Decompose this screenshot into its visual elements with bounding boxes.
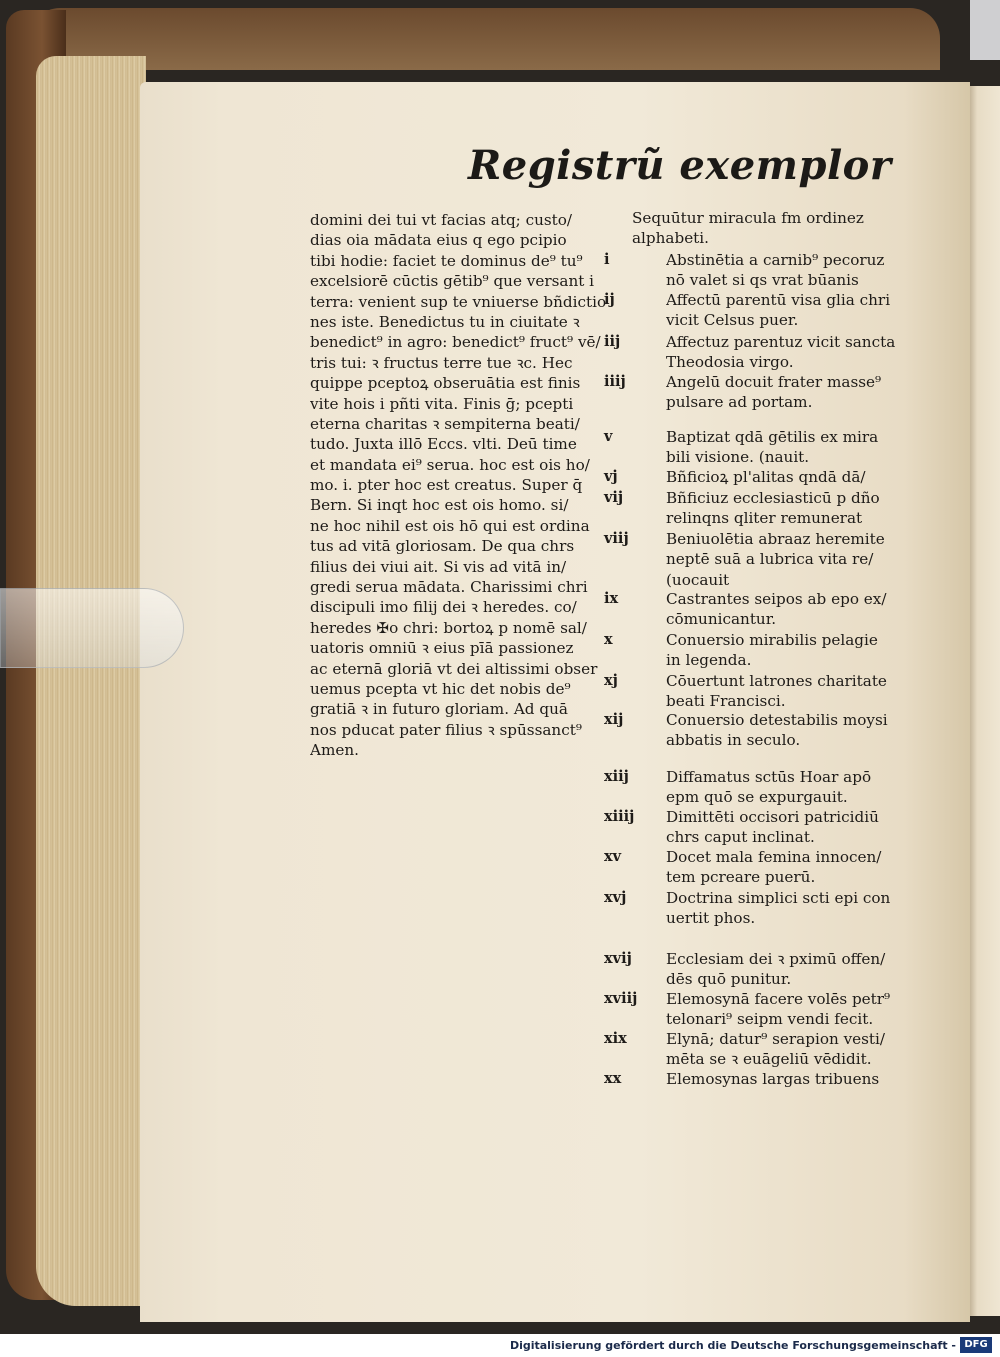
left-text-column — [310, 210, 610, 761]
entry-number: xviij — [604, 990, 638, 1007]
entry-line: epm quō se expurgauit. — [666, 788, 848, 807]
entry-line: tem pcreare puerū. — [666, 868, 816, 887]
entry-text — [666, 1069, 914, 1089]
entry-line: Cōuertunt latrones charitate — [666, 672, 887, 690]
entry-number: xv — [604, 848, 622, 865]
entry-text — [666, 630, 914, 671]
entry-text — [666, 807, 914, 848]
entry-number: x — [604, 631, 613, 648]
text-line: excelsiorē cūctis gētib⁹ que versant i — [310, 272, 595, 291]
text-line: tibi hodie: faciet te dominus de⁹ tu⁹ — [310, 251, 583, 270]
entry-line: Abstinētia a carnib⁹ pecoruz — [666, 251, 885, 269]
entry-text — [666, 488, 914, 529]
entry-line: Conuersio detestabilis moysi — [666, 711, 888, 729]
entry-number: iiij — [604, 373, 626, 390]
entry-text — [666, 989, 914, 1030]
entry-number: v — [604, 428, 613, 445]
entry-text — [666, 372, 914, 413]
text-line: vite hois i pñti vita. Finis ḡ; pcepti — [310, 394, 574, 413]
entry-text — [666, 589, 914, 630]
entry-line: pulsare ad portam. — [666, 393, 813, 412]
text-line: tus ad vitā gloriosam. De qua chrs — [310, 537, 575, 556]
entry-line: Elynā; datur⁹ serapion vesti/ — [666, 1030, 886, 1048]
entry-number: i — [604, 251, 610, 268]
intro-line: Sequūtur miracula fm ordinez — [632, 209, 864, 227]
entry-number: xiij — [604, 768, 629, 785]
background-strip — [970, 0, 1000, 60]
entry-text — [666, 710, 914, 751]
page-title: Registrũ exemplor — [468, 142, 892, 189]
entry-text — [666, 847, 914, 888]
entry-line: Affectuz parentuz vicit sancta — [666, 333, 896, 351]
entry-line: Diffamatus sctūs Hoar apō — [666, 768, 872, 786]
entry-line: Docet mala femina innocen/ — [666, 848, 882, 866]
entry-line: Baptizat qdā gētilis ex mira — [666, 428, 879, 446]
footer-bar — [0, 1334, 1000, 1357]
text-line: ne hoc nihil est ois hō qui est ordina — [310, 516, 590, 535]
footer-credit: Digitalisierung gefördert durch die Deutsche Forschungsgemeinschaft - — [509, 1339, 956, 1352]
text-line: nes iste. Benedictus tu in ciuitate ꝛ — [310, 312, 580, 331]
entry-text — [666, 949, 914, 990]
entry-number: xj — [604, 672, 618, 689]
entry-line: uertit phos. — [666, 909, 756, 928]
entry-number: ij — [604, 291, 615, 308]
entry-text — [666, 290, 914, 331]
entry-line: relinqns qliter remunerat — [666, 509, 863, 528]
intro-line: alphabeti. — [632, 229, 709, 248]
text-line: ac eternā gloriā vt dei altissimi obser — [310, 659, 598, 678]
entry-line: vicit Celsus puer. — [666, 311, 799, 330]
text-line: filius dei viui ait. Si vis ad vitā in/ — [310, 557, 567, 576]
entry-line: Castrantes seipos ab epo ex/ — [666, 590, 887, 608]
text-line: quippe pceptoꝝ obseruātia est finis — [310, 374, 581, 393]
entry-line: beati Francisci. — [666, 692, 786, 711]
entry-line: abbatis in seculo. — [666, 731, 801, 750]
entry-text — [666, 427, 914, 468]
text-line: uemus pcepta vt hic det nobis de⁹ — [310, 679, 571, 698]
entry-text — [666, 888, 914, 929]
text-line: gratiā ꝛ in futuro gloriam. Ad quā — [310, 700, 568, 719]
text-line: domini dei tui vt facias atq; custo/ — [310, 211, 573, 229]
entry-text — [666, 332, 914, 373]
text-line: Amen. — [310, 741, 359, 760]
entry-line: cōmunicantur. — [666, 610, 777, 629]
entry-line: dēs quō punitur. — [666, 970, 792, 989]
entry-line: Bñficioꝝ pl'alitas qndā dā/ — [666, 468, 866, 486]
entry-text — [666, 767, 914, 808]
text-line: tris tui: ꝛ fructus terre tue ꝛc. Hec — [310, 353, 573, 372]
text-line: mo. i. pter hoc est creatus. Super q̄ — [310, 476, 583, 495]
entry-number: iij — [604, 333, 621, 350]
entry-number: ix — [604, 590, 619, 607]
text-line: gredi serua mādata. Charissimi chri — [310, 578, 588, 597]
text-line: Bern. Si inqt hoc est ois homo. si/ — [310, 496, 569, 515]
entry-text — [666, 529, 914, 590]
entry-line: Angelū docuit frater masse⁹ — [666, 373, 882, 391]
entry-line: telonari⁹ seipm vendi fecit. — [666, 1010, 874, 1029]
entry-text — [666, 250, 914, 291]
entry-line: neptē suā a lubrica vita re/ — [666, 550, 874, 569]
text-line: heredes ✠o chri: bortoꝝ p nomē sal/ — [310, 618, 587, 637]
entry-line: Dimittēti occisori patricidiū — [666, 808, 879, 826]
text-line: benedict⁹ in agro: benedict⁹ fruct⁹ vē/ — [310, 333, 601, 352]
entry-number: xx — [604, 1070, 622, 1087]
entry-number: xiiij — [604, 808, 635, 825]
entry-number: xvj — [604, 889, 627, 906]
entry-text — [666, 1029, 914, 1070]
bookmark-strip — [0, 588, 184, 668]
entry-line: Affectū parentū visa glia chri — [666, 291, 891, 309]
text-line: discipuli imo filij dei ꝛ heredes. co/ — [310, 598, 577, 617]
book-cover-top — [30, 8, 940, 70]
entry-line: Ecclesiam dei ꝛ pximū offen/ — [666, 950, 886, 968]
entry-line: bili visione. (nauit. — [666, 448, 810, 467]
register-intro — [632, 208, 912, 249]
text-line: dias oia mādata eius q ego pcipio — [310, 231, 567, 250]
entry-line: chrs caput inclinat. — [666, 828, 815, 847]
entry-number: xvij — [604, 950, 632, 967]
entry-line: (uocauit — [666, 570, 730, 589]
entry-line: mēta se ꝛ euāgeliū vēdidit. — [666, 1050, 872, 1069]
dfg-logo: DFG — [960, 1337, 992, 1353]
entry-text — [666, 671, 914, 712]
entry-line: Theodosia virgo. — [666, 353, 794, 372]
entry-line: Bñficiuz ecclesiasticū p dño — [666, 489, 880, 507]
entry-line: nō valet si qs vrat būanis — [666, 271, 859, 290]
entry-line: Elemosynas largas tribuens — [666, 1070, 880, 1088]
text-line: et mandata ei⁹ serua. hoc est ois ho/ — [310, 455, 590, 474]
text-line: terra: venient sup te vniuerse bñdictio — [310, 292, 607, 311]
entry-number: xix — [604, 1030, 627, 1047]
text-line: eterna charitas ꝛ sempiterna beati/ — [310, 414, 580, 433]
entry-text — [666, 467, 914, 487]
entry-line: Beniuolētia abraaz heremite — [666, 530, 885, 548]
text-line: nos pducat pater filius ꝛ spūssanct⁹ — [310, 720, 582, 739]
entry-number: xij — [604, 711, 624, 728]
entry-line: in legenda. — [666, 651, 752, 670]
text-line: uatoris omniū ꝛ eius pīā passionez — [310, 639, 574, 658]
entry-number: vj — [604, 468, 618, 485]
entry-line: Doctrina simplici scti epi con — [666, 889, 891, 907]
page-edges — [36, 56, 146, 1306]
entry-number: viij — [604, 530, 629, 547]
text-line: tudo. Juxta illō Eccs. vlti. Deū time — [310, 435, 577, 454]
entry-line: Conuersio mirabilis pelagie — [666, 631, 878, 649]
entry-number: vij — [604, 489, 624, 506]
entry-line: Elemosynā facere volēs petr⁹ — [666, 990, 891, 1008]
